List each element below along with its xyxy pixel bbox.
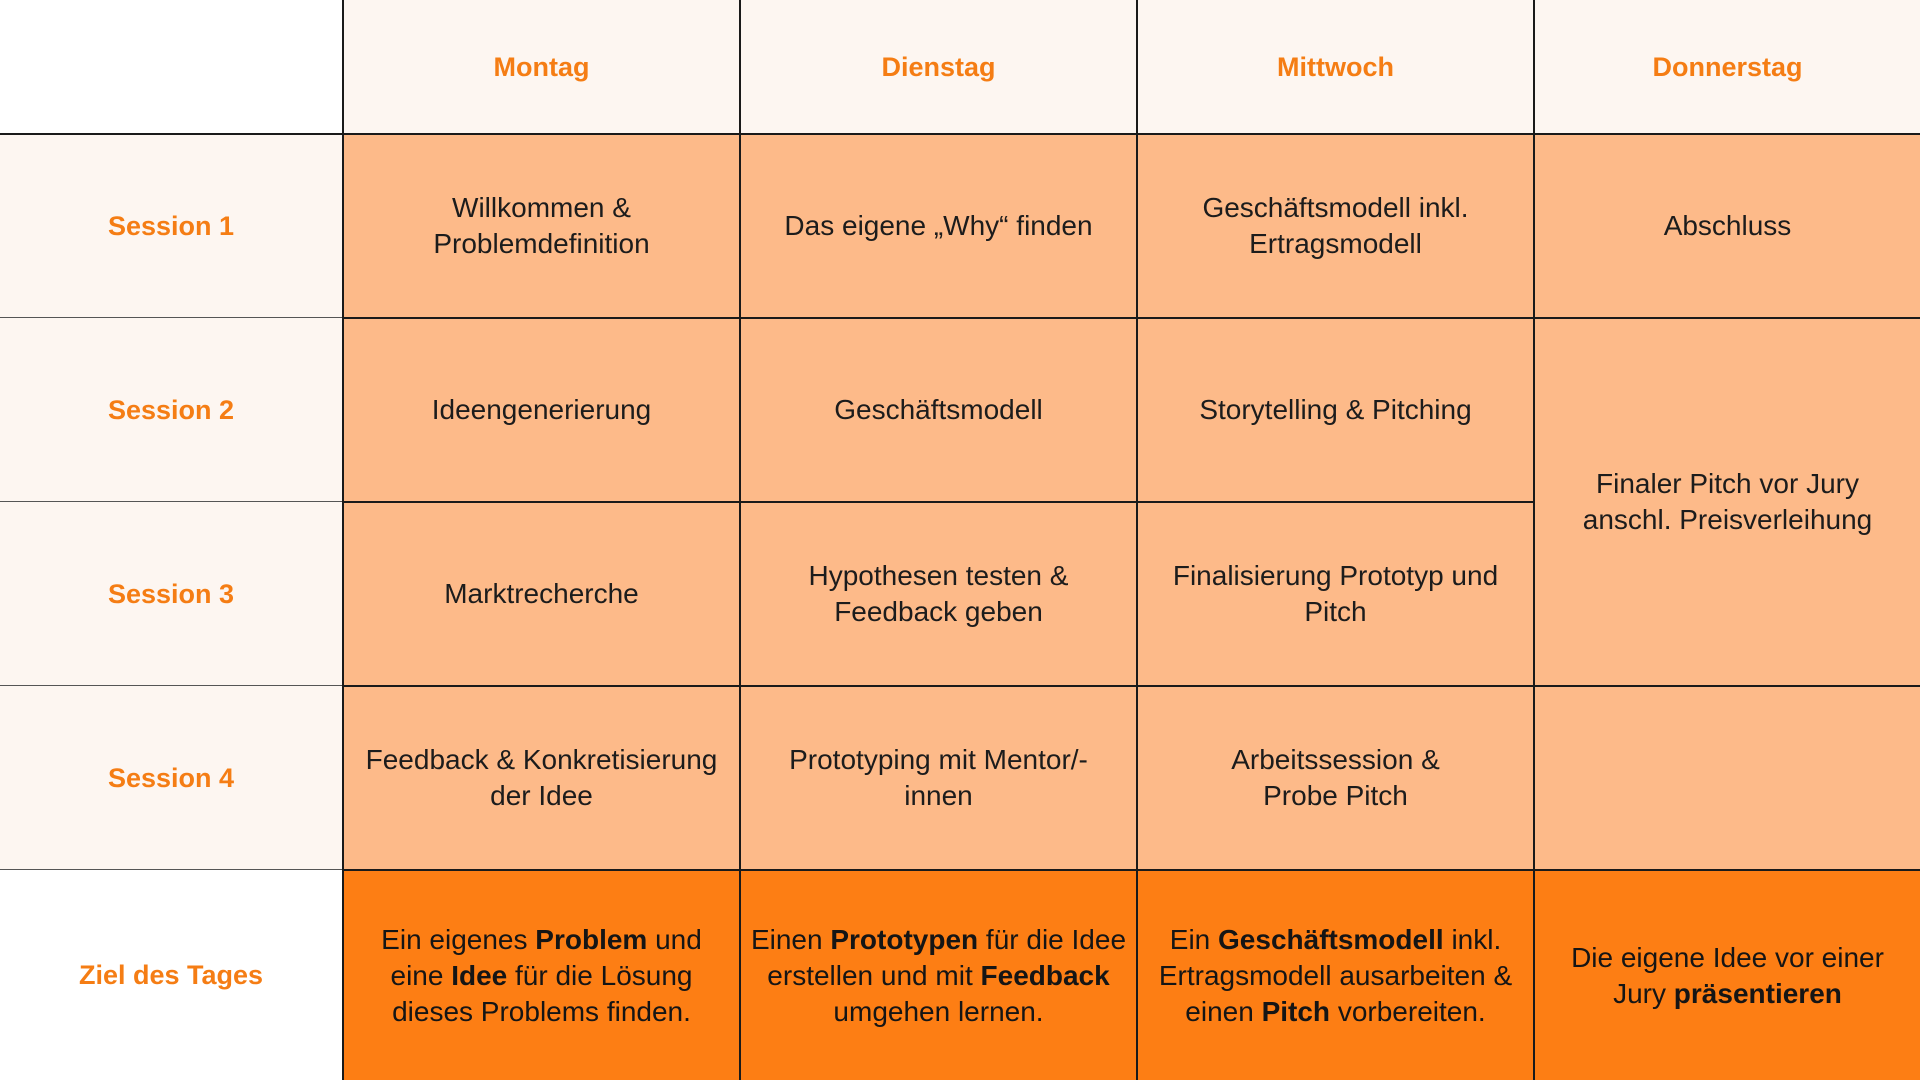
goal-keyword: Feedback [980,959,1110,991]
goal-keyword: Pitch [1261,995,1331,1027]
row-label-session-4: Session 4 [0,685,342,869]
row-label-ziel-des-tages: Ziel des Tages [0,869,342,1080]
goal-text [1146,922,1525,1030]
session-cell: Geschäftsmodell [739,317,1136,501]
session-cell: Ideengenerierung [342,317,739,501]
day-header-mittwoch: Mittwoch [1136,0,1533,133]
goal-text [749,922,1128,1030]
goal-text-part: umgehen lernen. [833,995,1044,1027]
goal-text-part: inkl. Ertragsmodell ausarbeiten & einen [1158,923,1513,1027]
row-label-session-1: Session 1 [0,133,342,317]
row-label-session-3: Session 3 [0,501,342,685]
goal-text-part: für die Lösung dieses Problems finden. [392,959,693,1027]
session-cell-empty [1533,685,1920,869]
goal-text-part: vorbereiten. [1337,995,1486,1027]
session-cell: Abschluss [1533,133,1920,317]
goal-text-part: für die Idee erstellen und mit [767,923,1127,991]
goal-keyword: Problem [535,923,648,955]
goal-text-part: Ein [1169,923,1211,955]
row-label-session-2: Session 2 [0,317,342,501]
goal-cell-donnerstag [1533,869,1920,1080]
session-cell: Feedback & Konkretisierung der Idee [342,685,739,869]
table-corner [0,0,342,133]
session-cell: Storytelling & Pitching [1136,317,1533,501]
day-header-montag: Montag [342,0,739,133]
session-cell: Arbeitssession & Probe Pitch [1136,685,1533,869]
goal-keyword: Geschäftsmodell [1218,923,1444,955]
goal-text-part: Die eigene Idee vor einer Jury [1571,941,1884,1009]
session-cell: Geschäftsmodell inkl. Ertragsmodell [1136,133,1533,317]
session-cell-final-pitch: Finaler Pitch vor Jury anschl. Preisverleihung [1533,317,1920,685]
goal-text [352,922,731,1030]
goal-text [1543,940,1912,1012]
session-cell: Das eigene „Why“ finden [739,133,1136,317]
goal-keyword: präsentieren [1673,977,1842,1009]
goal-cell-dienstag [739,869,1136,1080]
day-header-dienstag: Dienstag [739,0,1136,133]
goal-text-part: Einen [750,923,823,955]
session-cell: Finalisierung Prototyp und Pitch [1136,501,1533,685]
session-cell: Hypothesen testen & Feedback geben [739,501,1136,685]
goal-text-part: und eine [390,923,702,991]
session-cell: Prototyping mit Mentor/-innen [739,685,1136,869]
day-header-donnerstag: Donnerstag [1533,0,1920,133]
goal-keyword: Prototypen [830,923,979,955]
session-cell: Willkommen & Problemdefinition [342,133,739,317]
goal-keyword: Idee [451,959,508,991]
goal-cell-mittwoch [1136,869,1533,1080]
session-cell: Marktrecherche [342,501,739,685]
goal-cell-montag [342,869,739,1080]
goal-text-part: Ein eigenes [381,923,528,955]
